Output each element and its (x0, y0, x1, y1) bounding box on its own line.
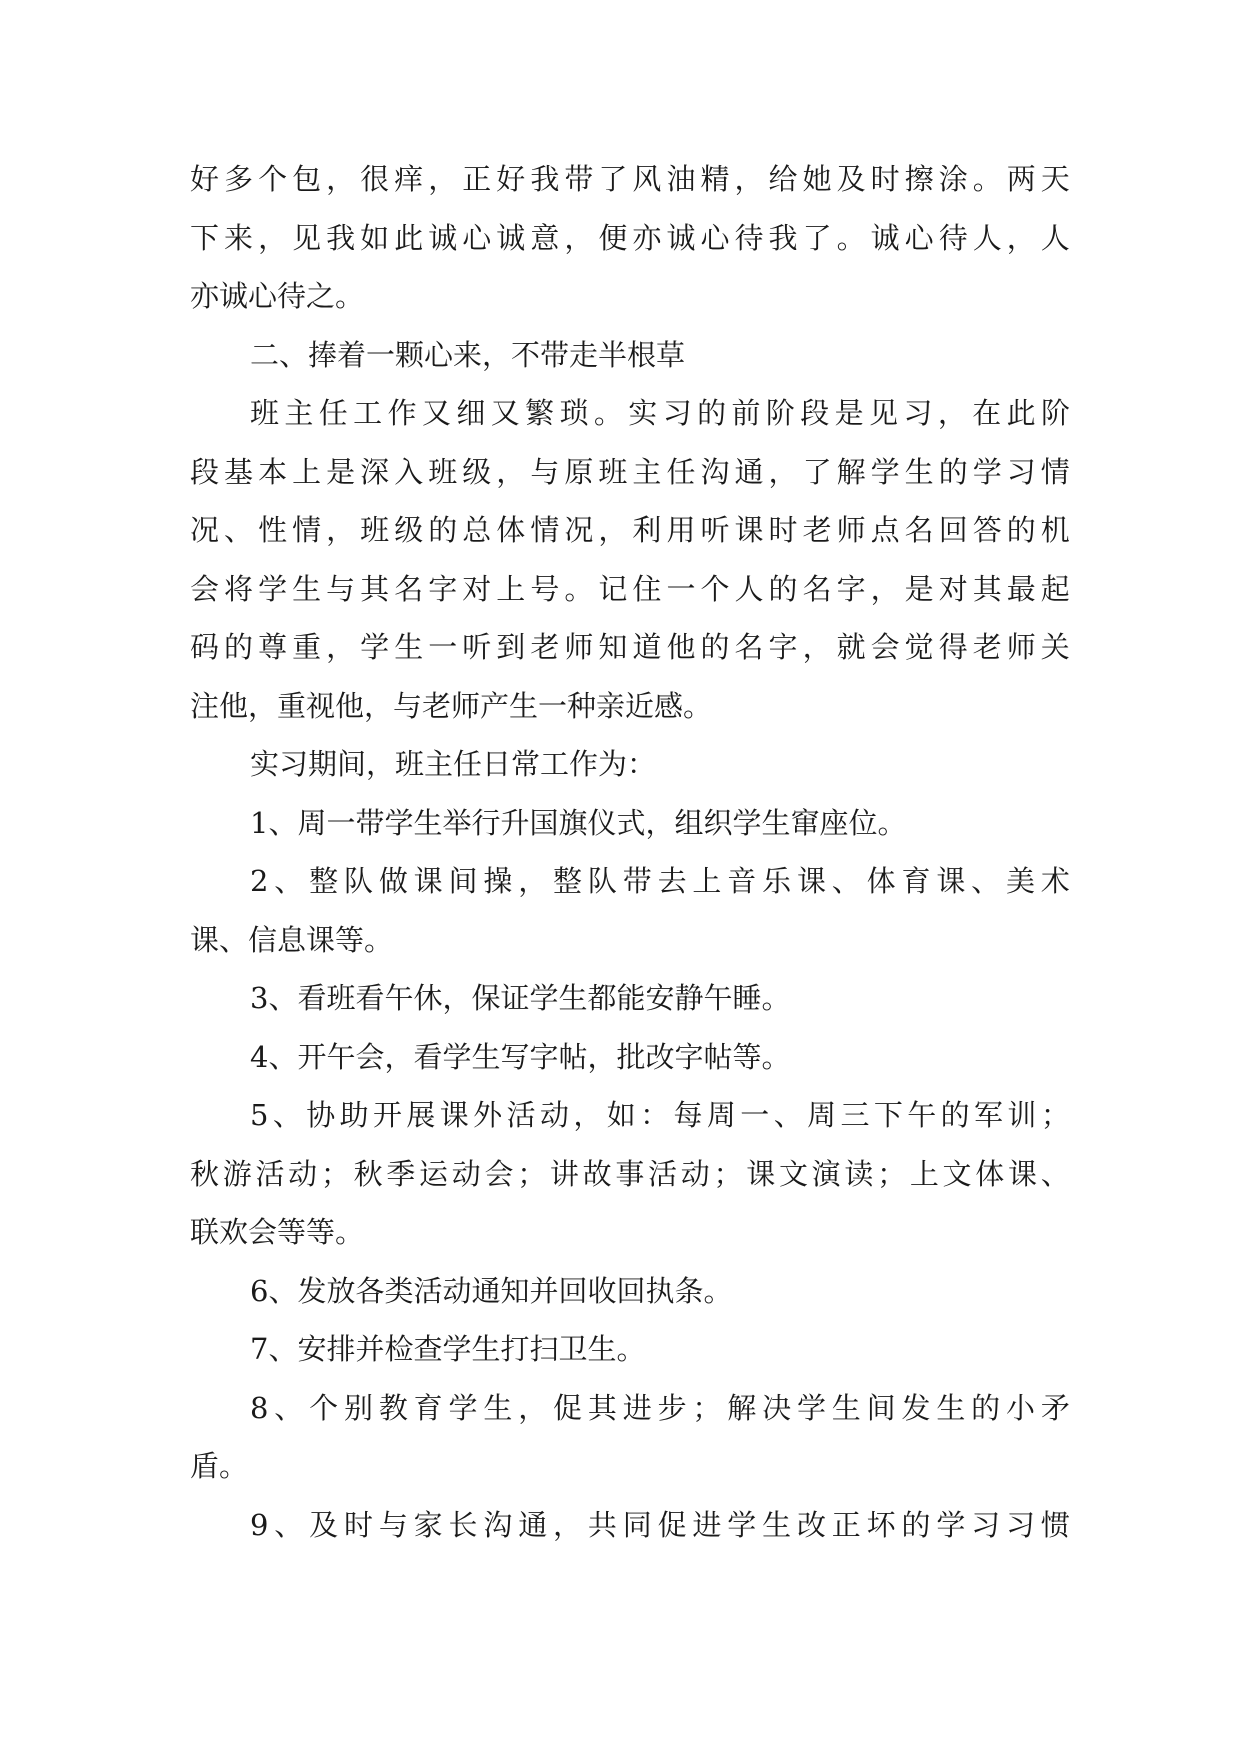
text-line: 8 、 个 别 教 育 学 生 ， 促 其 进 步 ； 解 决 学 生 间 发 生 的 小 矛 (250, 1390, 1070, 1425)
text-line: 段 基 本 上 是 深 入 班 级 ， 与 原 班 主 任 沟 通 ， 了 解 学 生 的 学 习 情 (190, 454, 1070, 489)
text-line: 3、看班看午休，保证学生都能安静午睡。 (250, 981, 791, 1015)
text-line: 好 多 个 包 ， 很 痒 ， 正 好 我 带 了 风 油 精 ， 给 她 及 时 擦 涂 。 两 天 (190, 162, 1070, 196)
text-line: 5 、 协 助 开 展 课 外 活 动 ， 如 ： 每 周 一 、 周 三 下 午 的 军 训 ； (250, 1098, 1070, 1132)
text-line: 况 、 性 情 ， 班 级 的 总 体 情 况 ， 利 用 听 课 时 老 师 点 名 回 答 的 机 (190, 513, 1070, 547)
text-line: 课、信息课等。 (190, 922, 394, 957)
text-line: 码 的 尊 重 ， 学 生 一 听 到 老 师 知 道 他 的 名 字 ， 就 会 觉 得 老 师 关 (190, 630, 1070, 664)
text-line: 实习期间，班主任日常工作为： (250, 747, 657, 781)
text-line: 4、开午会，看学生写字帖，批改字帖等。 (250, 1039, 791, 1074)
text-line: 下 来 ， 见 我 如 此 诚 心 诚 意 ， 便 亦 诚 心 待 我 了 。 诚 心 待 人 ， 人 (190, 220, 1070, 255)
text-line: 2 、 整 队 做 课 间 操 ， 整 队 带 去 上 音 乐 课 、 体 育 课 、 美 术 (250, 864, 1070, 898)
text-line: 盾。 (190, 1449, 249, 1483)
text-line: 二、捧着一颗心来，不带走半根草 (250, 337, 686, 372)
text-line: 班 主 任 工 作 又 细 又 繁 琐 。 实 习 的 前 阶 段 是 见 习 ， 在 此 阶 (250, 396, 1070, 430)
text-line: 会 将 学 生 与 其 名 字 对 上 号 。 记 住 一 个 人 的 名 字 ， 是 对 其 最 起 (190, 571, 1070, 606)
text-line: 联欢会等等。 (190, 1215, 365, 1249)
text-line: 注他，重视他，与老师产生一种亲近感。 (190, 688, 713, 723)
text-line: 亦诚心待之。 (190, 279, 365, 313)
text-line: 秋 游 活 动 ； 秋 季 运 动 会 ； 讲 故 事 活 动 ； 课 文 演 读 ； 上 文 体 课 、 (190, 1156, 1070, 1191)
text-line: 7、安排并检查学生打扫卫生。 (250, 1332, 646, 1366)
document-page (190, 150, 1070, 1554)
text-line: 6、发放各类活动通知并回收回执条。 (250, 1273, 733, 1308)
text-line: 1、周一带学生举行升国旗仪式，组织学生窜座位。 (250, 805, 907, 840)
text-line: 9 、 及 时 与 家 长 沟 通 ， 共 同 促 进 学 生 改 正 坏 的 学 习 习 惯 (250, 1507, 1070, 1542)
